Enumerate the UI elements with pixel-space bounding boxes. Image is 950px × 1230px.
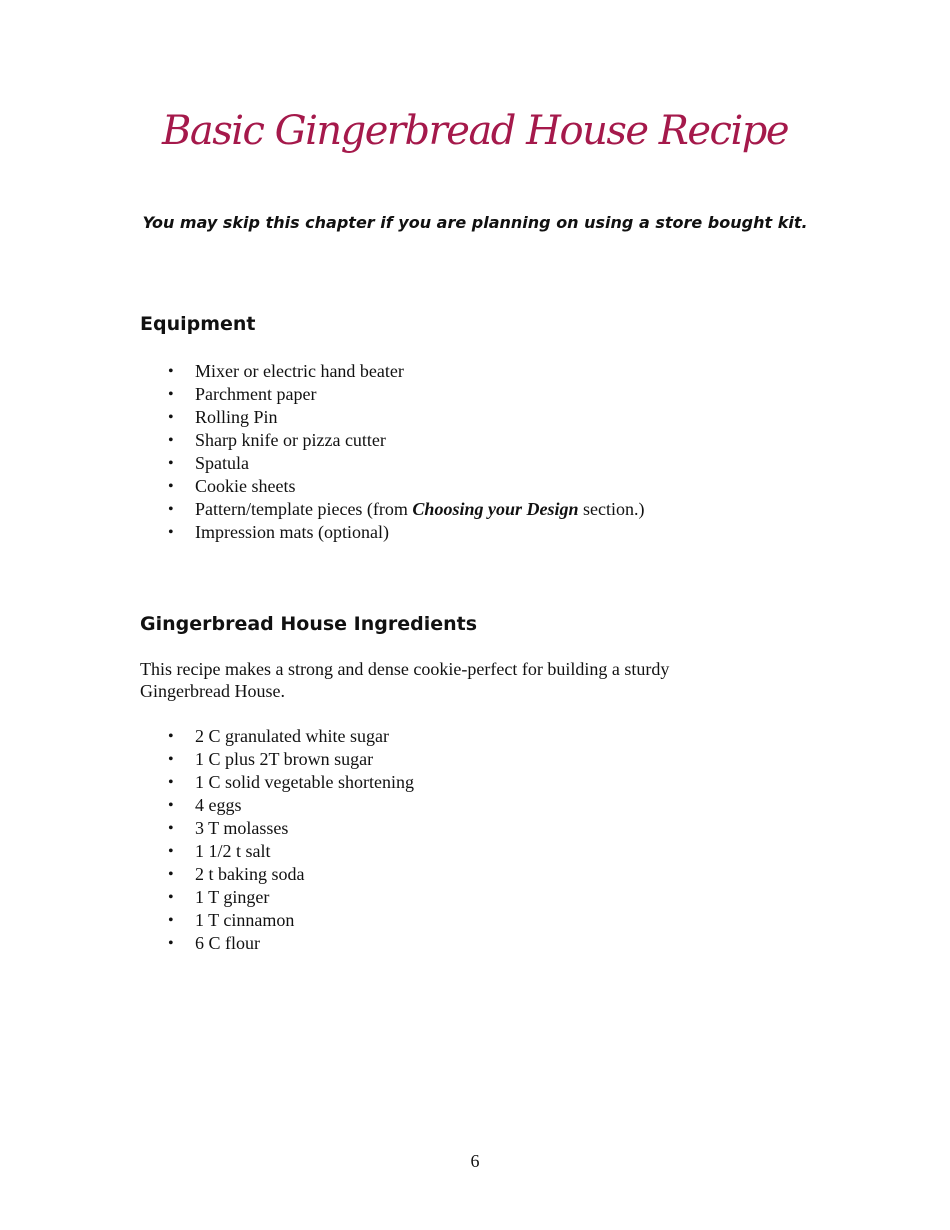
- bullet-icon: •: [168, 501, 174, 518]
- section-reference: Choosing your Design: [412, 499, 579, 519]
- bullet-icon: •: [168, 751, 174, 768]
- list-item: • Spatula: [168, 453, 249, 473]
- list-item: • 1 C solid vegetable shortening: [168, 772, 414, 792]
- bullet-icon: •: [168, 363, 174, 380]
- list-item: • 1 T cinnamon: [168, 910, 295, 930]
- skip-note: You may skip this chapter if you are planning on using a store bought kit.: [142, 213, 808, 232]
- bullet-icon: •: [168, 386, 174, 403]
- list-item: • 2 C granulated white sugar: [168, 726, 389, 746]
- bullet-icon: •: [168, 866, 174, 883]
- bullet-icon: •: [168, 820, 174, 837]
- list-item: • 3 T molasses: [168, 818, 289, 838]
- ingredients-list: [140, 725, 414, 955]
- list-item: • Rolling Pin: [168, 407, 278, 427]
- list-item: • Parchment paper: [168, 384, 317, 404]
- list-item: • Impression mats (optional): [168, 522, 389, 542]
- list-item: • Cookie sheets: [168, 476, 296, 496]
- bullet-icon: •: [168, 774, 174, 791]
- ingredients-intro: This recipe makes a strong and dense cookie-perfect for building a sturdy Gingerbread House.: [140, 659, 670, 701]
- list-item: • 1 T ginger: [168, 887, 270, 907]
- bullet-icon: •: [168, 935, 174, 952]
- bullet-icon: •: [168, 409, 174, 426]
- bullet-icon: •: [168, 912, 174, 929]
- bullet-icon: •: [168, 797, 174, 814]
- page-title: Basic Gingerbread House Recipe: [161, 108, 789, 154]
- bullet-icon: •: [168, 728, 174, 745]
- ingredients-heading: Gingerbread House Ingredients: [140, 613, 478, 635]
- list-item: • 1 1/2 t salt: [168, 841, 271, 861]
- bullet-icon: •: [168, 889, 174, 906]
- bullet-icon: •: [168, 478, 174, 495]
- list-item: • 1 C plus 2T brown sugar: [168, 749, 374, 769]
- list-item: • 4 eggs: [168, 795, 242, 815]
- bullet-icon: •: [168, 524, 174, 541]
- list-item: • 2 t baking soda: [168, 864, 305, 884]
- list-item: • 6 C flour: [168, 933, 260, 953]
- bullet-icon: •: [168, 432, 174, 449]
- equipment-heading: Equipment: [140, 313, 256, 335]
- bullet-icon: •: [168, 843, 174, 860]
- list-item: • Mixer or electric hand beater: [168, 361, 404, 381]
- list-item-pattern: • Pattern/template pieces (from Choosing your Design section.): [168, 499, 645, 519]
- page-number: 6: [470, 1151, 480, 1171]
- bullet-icon: •: [168, 455, 174, 472]
- list-item: • Sharp knife or pizza cutter: [168, 430, 386, 450]
- equipment-list: [140, 360, 644, 544]
